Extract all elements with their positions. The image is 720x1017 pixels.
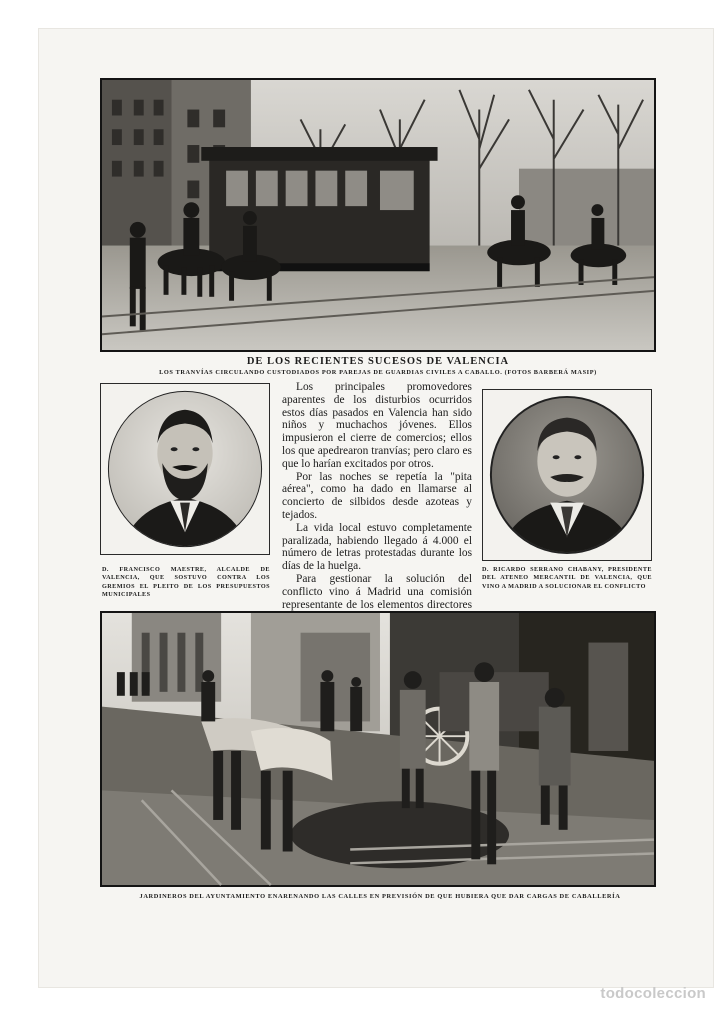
- article-paragraph: La vida local estuvo completamente paralizada, habiendo llegado á 4.000 el número de letras protestadas durante los días de la huelga.: [282, 521, 472, 573]
- gardeners-photo: [100, 611, 656, 887]
- tram-photo: [100, 78, 656, 352]
- article-paragraph: Para gestionar la solución del conflicto vino á Madrid una comisión representante de los elementos directores: [282, 572, 472, 611]
- bottom-photo-caption: JARDINEROS DEL AYUNTAMIENTO ENARENANDO LAS CALLES EN PREVISIÓN DE QUE HUBIERA QUE DAR CARGAS DE CABALLERÍA: [139, 893, 621, 900]
- article-body: [282, 381, 472, 611]
- headline: DE LOS RECIENTES SUCESOS DE VALENCIA: [246, 356, 510, 367]
- left-portrait-caption: D. FRANCISCO MAESTRE, ALCALDE DE VALENCIA, QUE SOSTUVO CONTRA LOS GREMIOS EL PLEITO DE LOS PRESUPUESTOS MUNICIPALES: [102, 566, 270, 599]
- top-photo-caption: LOS TRANVÍAS CIRCULANDO CUSTODIADOS POR PAREJAS DE GUARDIAS CIVILES A CABALLO. (FOTOS BARBERÁ MASIP): [159, 369, 597, 376]
- portrait-right: [482, 389, 652, 561]
- watermark: todocoleccion: [600, 985, 706, 1002]
- right-portrait-caption: D. RICARDO SERRANO CHABANY, PRESIDENTE DEL ATENEO MERCANTIL DE VALENCIA, QUE VINO A MADRID A SOLUCIONAR EL CONFLICTO: [482, 566, 652, 590]
- article-paragraph: Los principales promovedores aparentes de los disturbios ocurridos estos días pasados en Valencia han sido niños y muchachos jóvenes. Ellos impusieron el cierre de comercios; ellos los que apedrearon tranvías; pero claro es que lo harían excitados por otros.: [282, 381, 472, 470]
- portrait-left: [100, 383, 270, 555]
- article-paragraph: Por las noches se repetía la "pita aérea", como ha dado en llamarse al concierto de silbidos desde azoteas y tejados.: [282, 470, 472, 521]
